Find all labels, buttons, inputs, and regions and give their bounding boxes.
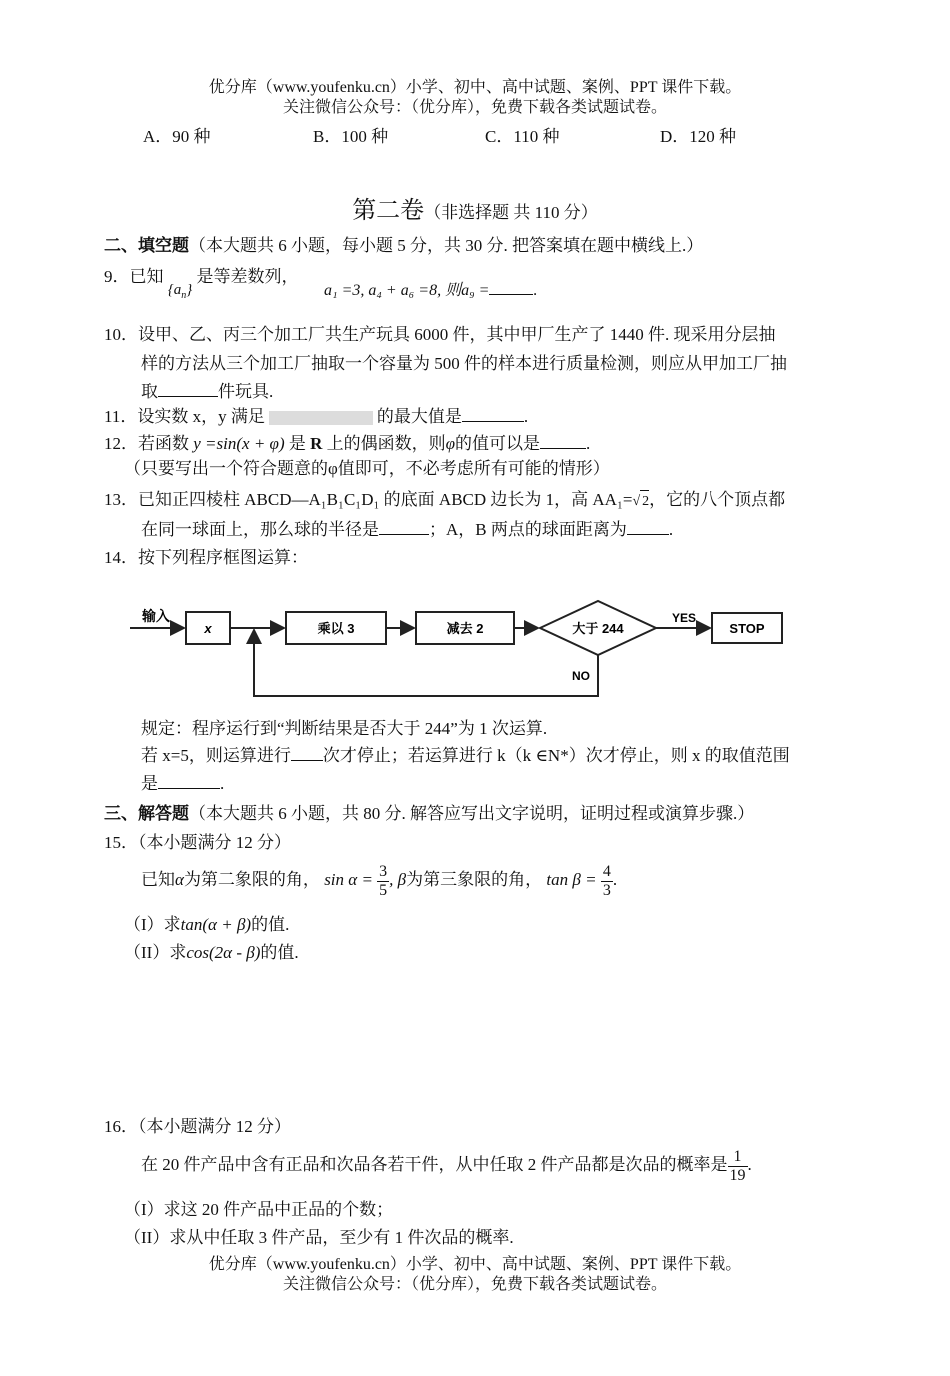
q10-line-3 [141,381,273,403]
q9-text: 是等差数列， [196,267,299,286]
q15-end: . [612,870,618,889]
q11-answer-blank[interactable] [462,407,524,422]
section3-desc: （本大题共 6 小题，共 80 分. 解答应写出文字说明，证明过程或演算步骤.） [189,804,755,823]
q16-end: . [747,1155,752,1174]
q16-probability-fraction: $\frac{1}{19}$ [729,1147,746,1184]
q9-set: $\{a_n\}$ [167,282,193,301]
footer-line-2: 关注微信公众号：（优分库），免费下载各类试题试卷。 [282,1276,667,1293]
header-line-2: 关注微信公众号：（优分库），免费下载各类试题试卷。 [282,99,667,116]
q12-text-c: 上的偶函数，则 [322,434,446,453]
q12-end: . [586,434,591,453]
q9-num: 9．已知 [104,267,164,286]
q9-condition [324,280,537,302]
q13-radius-blank[interactable] [379,520,429,535]
q12-real-set: R [310,434,323,453]
section2-desc: （本大题共 6 小题，每小题 5 分，共 30 分. 把答案填在题中横线上.） [189,236,704,255]
flow-x-label: x [204,621,212,636]
q11-text-mid: 的最大值是 [376,407,462,426]
part2-title [0,190,950,225]
q14-question-a: 若 x=5，则运算进行 [141,746,291,765]
q12-text-b: 是 [284,434,311,453]
option-c: C．110 种 [485,127,560,146]
q12-function: y =sin(x + φ) [193,434,285,453]
flow-subtract-label: 减去 2 [446,621,484,636]
q10-line-3-start: 取 [141,382,158,401]
q16-given [141,1145,752,1185]
option-b: B．100 种 [313,127,389,146]
q9-answer-blank[interactable] [489,280,533,295]
q12-note: （只要写出一个符合题意的φ值即可，不必考虑所有可能的情形） [124,459,610,478]
q10-line-2: 样的方法从三个加工厂抽取一个容量为 500 件的样本进行质量检测，则应从甲加工厂抽 [141,354,787,373]
q11-end: . [523,407,529,426]
q15-sin: sin α = [324,870,373,889]
q15-given [141,860,617,900]
footer-line-1: 优分库（www.youfenku.cn）小学、初中、高中试题、案例、PPT 课件下载。 [208,1256,742,1273]
q14-intro: 14．按下列程序框图运算： [104,548,308,567]
q16-part-2: （II）求从中任取 3 件产品，至少有 1 件次品的概率. [124,1228,514,1247]
section2-heading [104,235,703,257]
q11-constraint-image [269,411,373,425]
option-a: A．90 种 [143,127,211,146]
q15-part-2 [124,942,299,964]
q15-head: 15．（本小题满分 12 分） [104,833,291,852]
q11-text-start: 11．设实数 x，y 满足 [104,407,265,426]
q15-tan: tan β = [546,870,597,889]
q13-sqrt-sign: √ [632,494,641,509]
q15-part-1 [124,914,289,936]
q15-tan-fraction: $\frac{4}{3}$ [602,862,611,899]
q14-question-c: 是 [141,774,158,793]
q13-end: . [668,520,674,539]
q10-line-1: 10．设甲、乙、丙三个加工厂共生产玩具 6000 件，其中甲厂生产了 1440 件. 现采用分层抽 [104,325,776,344]
q15-part-1-b: 的值. [251,915,290,934]
q12-text-a: 12．若函数 [104,434,194,453]
q13-sqrt-value: 2 [640,490,649,513]
q15-part-1-a: （I）求 [124,915,181,934]
q16-text: 在 20 件产品中含有正品和次品各若干件，从中任取 2 件产品都是次品的概率是 [141,1155,728,1174]
flow-input-label: 输入 [142,608,170,624]
part2-title-sub: （非选择题 共 110 分） [424,203,598,222]
q13-text-c: 在同一球面上，那么球的半径是 [141,520,379,539]
q12-text-d: 的值可以是 [455,434,541,453]
q15-part-2-math: cos(2α - β) [186,943,261,962]
q9-condition-text: a₁ =3, a₄ + a₆ =8, 则a₉ = [324,282,490,299]
q13-text-a: 13．已知正四棱柱 ABCD—A₁B₁C₁D₁ 的底面 ABCD 边长为 1，高 AA₁= [104,490,633,509]
q15-alpha: α [175,870,184,889]
q14-question [141,745,790,767]
q12-answer-blank[interactable] [540,434,586,449]
section2-label: 二、填空题 [104,236,189,255]
part2-title-main: 第二卷 [352,198,425,224]
q13-distance-blank[interactable] [627,520,669,535]
q11-line [104,406,528,428]
q14-question-b: 次才停止；若运算进行 k（k ∈N*）次才停止，则 x 的取值范围 [322,746,790,765]
flow-no-label: NO [572,669,590,683]
section3-heading [104,803,754,825]
q13-text-b: ，它的八个顶点都 [649,490,786,509]
flow-stop-label: STOP [729,621,765,636]
q15-part-2-b: 的值. [260,943,299,962]
q15-text-a: 已知 [141,870,175,889]
q9-end: . [533,282,538,299]
q10-line-3-end: 件玩具. [218,382,274,401]
q15-text-b: 为第二象限的角， [183,870,320,889]
q14-count-blank[interactable] [291,746,323,761]
q14-end: . [220,774,225,793]
q13-line-2 [141,519,673,541]
q15-text-c: 为第三象限的角， [406,870,543,889]
q16-part-1: （I）求这 20 件产品中正品的个数； [124,1200,394,1219]
q12-line [104,433,590,455]
flow-yes-label: YES [672,611,697,625]
q14-flowchart [128,592,788,704]
q14-question-2 [141,773,224,795]
q14-range-blank[interactable] [158,774,220,789]
q10-answer-blank[interactable] [158,382,218,397]
q13-line-1 [104,489,785,513]
q15-sin-fraction: $\frac{3}{5}$ [379,862,388,899]
q14-rule: 规定：程序运行到“判断结果是否大于 244”为 1 次运算. [141,719,548,738]
section3-label: 三、解答题 [104,804,189,823]
q15-beta: , β [389,870,407,889]
q16-head: 16．（本小题满分 12 分） [104,1117,291,1136]
q12-phi: φ [445,434,456,453]
option-d: D．120 种 [660,127,737,146]
q13-text-d: ；A，B 两点的球面距离为 [429,520,627,539]
q15-part-1-math: tan(α + β) [180,915,252,934]
q15-part-2-a: （II）求 [124,943,187,962]
flow-decision-label: 大于 244 [572,621,624,636]
header-line-1: 优分库（www.youfenku.cn）小学、初中、高中试题、案例、PPT 课件下载。 [208,79,742,96]
flow-multiply-label: 乘以 3 [317,621,355,636]
q9-line [104,266,299,301]
